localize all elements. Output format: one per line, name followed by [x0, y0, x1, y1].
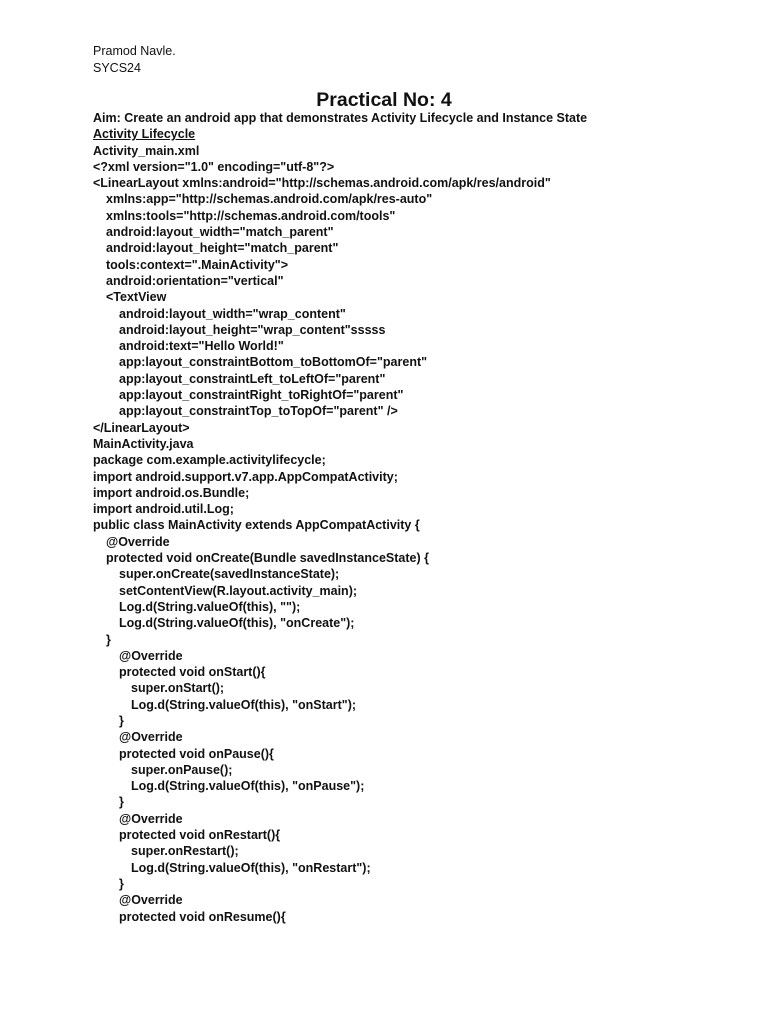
- aim-statement: Aim: Create an android app that demonstrates Activity Lifecycle and Instance State: [93, 111, 588, 125]
- code-line: import android.os.Bundle;: [93, 485, 250, 500]
- code-line: @Override: [119, 893, 183, 908]
- code-line: <LinearLayout xmlns:android="http://schemas.android.com/apk/res/android": [93, 176, 551, 191]
- code-line: protected void onPause(){: [119, 746, 274, 761]
- code-line: @Override: [106, 534, 170, 549]
- code-line: <?xml version="1.0" encoding="utf-8"?>: [93, 159, 335, 174]
- code-line: import android.support.v7.app.AppCompatActivity;: [93, 469, 398, 484]
- section-heading: Activity Lifecycle: [93, 127, 196, 142]
- code-line: Log.d(String.valueOf(this), "onCreate");: [119, 616, 355, 631]
- code-line: xmlns:tools="http://schemas.android.com/tools": [106, 208, 396, 223]
- code-line: @Override: [119, 730, 183, 745]
- author-name: Pramod Navle.: [93, 44, 176, 58]
- code-line: super.onPause();: [131, 762, 233, 777]
- code-line: Log.d(String.valueOf(this), "");: [119, 599, 301, 614]
- code-line: }: [119, 795, 124, 810]
- code-line: super.onRestart();: [131, 844, 239, 859]
- code-line: </LinearLayout>: [93, 420, 190, 435]
- code-line: protected void onStart(){: [119, 665, 266, 680]
- code-line: <TextView: [106, 290, 167, 305]
- code-line: Log.d(String.valueOf(this), "onRestart");: [131, 860, 371, 875]
- code-line: @Override: [119, 648, 183, 663]
- code-line: android:layout_height="match_parent": [106, 241, 339, 256]
- author-class: SYCS24: [93, 60, 141, 75]
- page-title: Practical No: 4: [316, 89, 452, 111]
- code-line: app:layout_constraintRight_toRightOf="parent": [119, 388, 404, 403]
- code-line: app:layout_constraintBottom_toBottomOf="parent": [119, 355, 428, 370]
- code-line: tools:context=".MainActivity">: [106, 257, 289, 272]
- code-line: package com.example.activitylifecycle;: [93, 453, 326, 468]
- xml-file-heading: Activity_main.xml: [93, 143, 200, 158]
- code-line: super.onCreate(savedInstanceState);: [119, 567, 340, 582]
- code-line: Log.d(String.valueOf(this), "onPause");: [131, 779, 365, 794]
- java-code-block: [93, 452, 753, 925]
- code-line: import android.util.Log;: [93, 502, 234, 517]
- code-line: }: [119, 713, 124, 728]
- document-body: [93, 110, 753, 925]
- code-line: setContentView(R.layout.activity_main);: [119, 583, 358, 598]
- code-line: android:orientation="vertical": [106, 273, 284, 288]
- code-line: public class MainActivity extends AppCompatActivity {: [93, 518, 420, 533]
- code-line: protected void onCreate(Bundle savedInstanceState) {: [106, 551, 429, 566]
- code-line: android:text="Hello World!": [119, 339, 284, 354]
- code-line: app:layout_constraintLeft_toLeftOf="parent": [119, 371, 386, 386]
- code-line: app:layout_constraintTop_toTopOf="parent" />: [119, 404, 398, 419]
- code-line: @Override: [119, 811, 183, 826]
- java-file-heading: MainActivity.java: [93, 436, 194, 451]
- code-line: protected void onResume(){: [119, 909, 286, 924]
- code-line: android:layout_height="wrap_content"sssss: [119, 322, 386, 337]
- author-block: [93, 43, 176, 76]
- code-line: }: [119, 876, 124, 891]
- code-line: Log.d(String.valueOf(this), "onStart");: [131, 697, 357, 712]
- code-line: super.onStart();: [131, 681, 225, 696]
- code-line: android:layout_width="wrap_content": [119, 306, 346, 321]
- code-line: android:layout_width="match_parent": [106, 225, 334, 240]
- code-line: xmlns:app="http://schemas.android.com/apk/res-auto": [106, 192, 433, 207]
- xml-code-block: [93, 159, 753, 436]
- code-line: protected void onRestart(){: [119, 828, 281, 843]
- code-line: }: [106, 632, 111, 647]
